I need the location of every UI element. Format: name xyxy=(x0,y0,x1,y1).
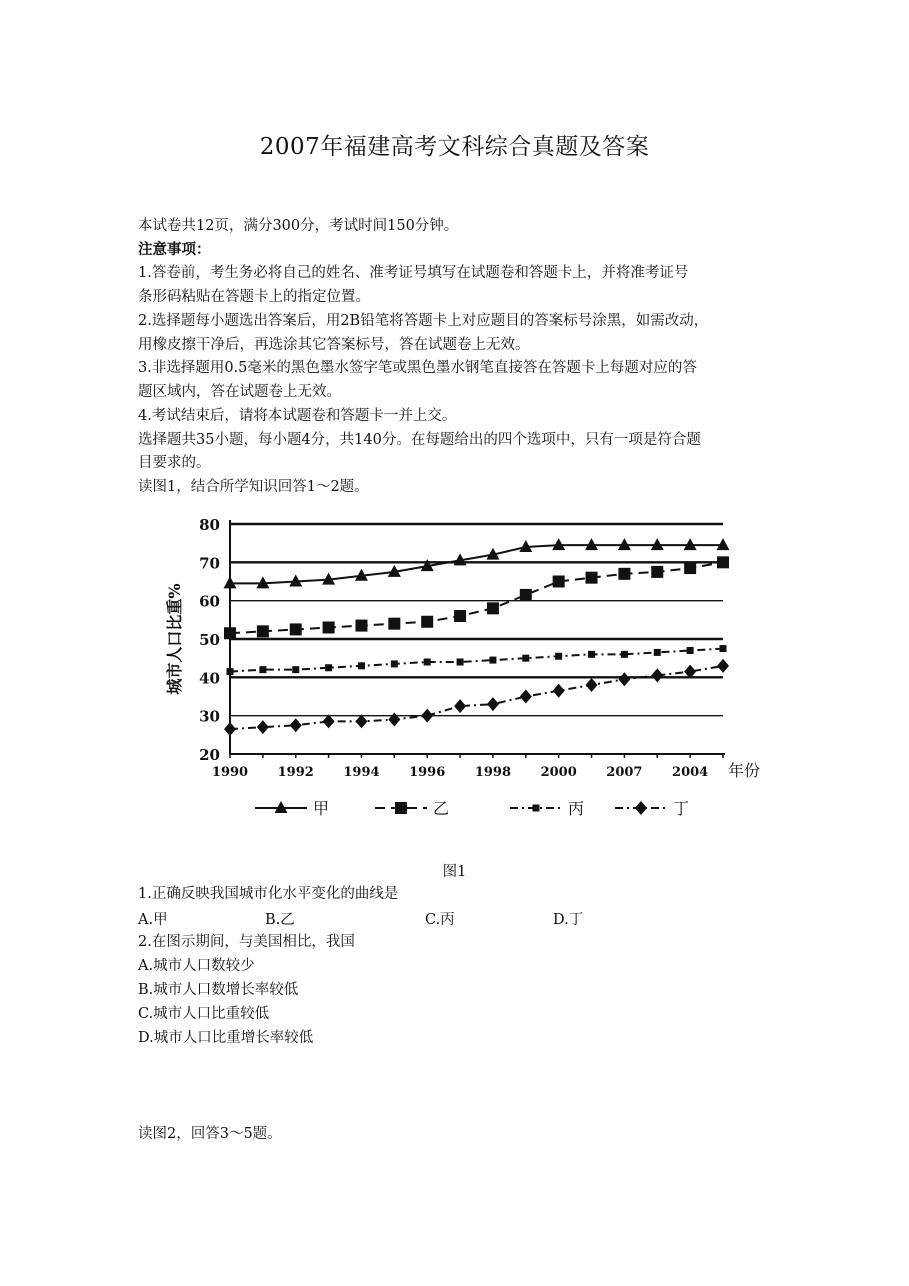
data-point xyxy=(717,659,729,673)
data-point xyxy=(391,660,398,667)
data-point xyxy=(454,699,466,713)
data-point xyxy=(323,714,335,728)
data-point xyxy=(651,668,663,682)
data-point xyxy=(454,610,466,622)
legend-marker xyxy=(533,805,540,812)
x-tick-label: 1990 xyxy=(211,765,249,780)
next-question-prompt: 读图2，回答3～5题。 xyxy=(138,1126,282,1142)
answer-option: A.甲 xyxy=(138,912,168,928)
data-point xyxy=(388,618,400,630)
data-point xyxy=(586,678,598,692)
data-point xyxy=(424,659,431,666)
y-tick-label: 30 xyxy=(199,707,220,726)
data-point xyxy=(618,538,631,550)
data-point xyxy=(651,566,663,578)
data-point xyxy=(224,627,236,639)
question-stem: 2.在图示期间，与美国相比，我国 xyxy=(138,934,355,950)
data-point xyxy=(259,666,266,673)
data-point xyxy=(618,568,630,580)
data-point xyxy=(290,718,302,732)
notice-line: 目要求的。 xyxy=(138,455,211,471)
figure-caption: 图1 xyxy=(442,864,467,880)
notice-line: 读图1，结合所学知识回答1～2题。 xyxy=(138,479,369,495)
data-point xyxy=(651,538,664,550)
answer-option: C.城市人口比重较低 xyxy=(138,1006,270,1022)
data-point xyxy=(457,659,464,666)
data-point xyxy=(553,684,565,698)
series-line-3 xyxy=(230,649,723,672)
question-stem: 1.正确反映我国城市化水平变化的曲线是 xyxy=(138,886,399,902)
legend-marker xyxy=(635,801,647,815)
legend-label: 乙 xyxy=(433,799,450,818)
x-tick-label: 1998 xyxy=(474,765,512,780)
answer-option: D.丁 xyxy=(553,912,584,928)
data-point xyxy=(323,622,335,634)
data-point xyxy=(553,576,565,588)
series-line-2 xyxy=(230,562,723,633)
data-point xyxy=(586,572,598,584)
y-tick-label: 20 xyxy=(199,746,220,764)
data-point xyxy=(585,538,598,550)
legend-label: 甲 xyxy=(313,799,330,818)
data-point xyxy=(487,602,499,614)
data-point xyxy=(684,562,696,574)
data-point xyxy=(654,649,661,656)
data-point xyxy=(687,647,694,654)
data-point xyxy=(358,662,365,669)
data-point xyxy=(621,651,628,658)
data-point xyxy=(588,651,595,658)
data-point xyxy=(555,653,562,660)
answer-option: B.城市人口数增长率较低 xyxy=(138,982,299,998)
data-point xyxy=(257,720,269,734)
data-point xyxy=(421,709,433,723)
y-tick-label: 50 xyxy=(199,631,220,649)
notice-line: 条形码粘贴在答题卡上的指定位置。 xyxy=(138,289,370,305)
notice-heading: 注意事项： xyxy=(138,241,211,258)
x-tick-label: 1996 xyxy=(409,765,446,780)
y-tick-label: 40 xyxy=(199,669,220,688)
answer-option: A.城市人口数较少 xyxy=(138,958,255,974)
notice-line: 2.选择题每小题选出答案后，用2B铅笔将答题卡上对应题目的答案标号涂黑，如需改动， xyxy=(138,313,709,329)
data-point xyxy=(292,666,299,673)
x-tick-label: 2007 xyxy=(606,765,643,780)
data-point xyxy=(388,713,400,727)
data-point xyxy=(552,538,565,550)
x-tick-label: 2004 xyxy=(672,765,709,780)
y-axis-label: 城市人口比重% xyxy=(165,583,184,695)
data-point xyxy=(522,655,529,662)
data-point xyxy=(325,664,332,671)
notice-line: 1.答卷前，考生务必将自己的姓名、准考证号填写在试题卷和答题卡上，并将准考证号 xyxy=(138,265,689,281)
data-point xyxy=(290,623,302,635)
legend-marker xyxy=(395,802,407,814)
data-point xyxy=(421,616,433,628)
legend-label: 丙 xyxy=(568,799,585,818)
data-point xyxy=(227,668,234,675)
data-point xyxy=(684,538,697,550)
answer-option: C.丙 xyxy=(425,912,455,928)
notice-line: 选择题共35小题，每小题4分，共140分。在每题给出的四个选项中，只有一项是符合题 xyxy=(138,432,701,448)
exam-intro: 本试卷共12页，满分300分，考试时间150分钟。 xyxy=(138,218,459,234)
data-point xyxy=(717,538,730,550)
data-point xyxy=(487,697,499,711)
notice-line: 4.考试结束后，请将本试题卷和答题卡一并上交。 xyxy=(138,408,457,424)
x-tick-label: 1994 xyxy=(343,765,380,780)
data-point xyxy=(355,620,367,632)
data-point xyxy=(520,589,532,601)
data-point xyxy=(717,556,729,568)
x-tick-label: 1992 xyxy=(277,765,314,780)
data-point xyxy=(355,714,367,728)
series-line-1 xyxy=(230,545,723,583)
data-point xyxy=(520,690,532,704)
answer-option: B.乙 xyxy=(265,912,295,928)
data-point xyxy=(224,722,236,736)
notice-line: 题区域内，答在试题卷上无效。 xyxy=(138,384,341,400)
x-tick-label: 2000 xyxy=(540,765,577,780)
data-point xyxy=(618,672,630,686)
page-title: 2007年福建高考文科综合真题及答案 xyxy=(259,134,650,160)
notice-line: 用橡皮擦干净后，再选涂其它答案标号，答在试题卷上无效。 xyxy=(138,337,530,353)
data-point xyxy=(489,657,496,664)
y-tick-label: 80 xyxy=(199,516,220,534)
series-line-4 xyxy=(230,666,723,729)
data-point xyxy=(257,625,269,637)
data-point xyxy=(720,645,727,652)
y-tick-label: 70 xyxy=(199,554,220,573)
y-tick-label: 60 xyxy=(199,592,220,611)
x-axis-label: 年份 xyxy=(728,761,760,780)
notice-line: 3.非选择题用0.5毫米的黑色墨水签字笔或黑色墨水钢笔直接答在答题卡上每题对应的答 xyxy=(138,360,697,376)
legend-label: 丁 xyxy=(673,799,690,818)
urbanization-chart xyxy=(160,500,760,830)
answer-option: D.城市人口比重增长率较低 xyxy=(138,1030,314,1046)
